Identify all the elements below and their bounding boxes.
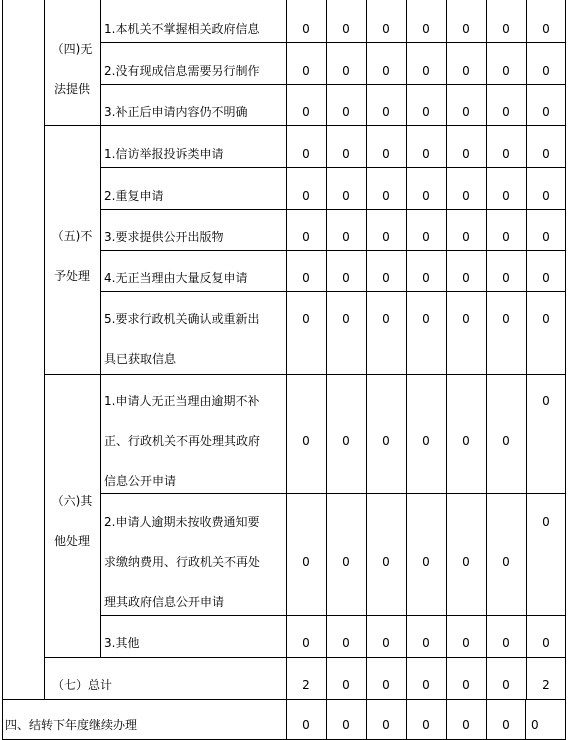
cell-value: 0 (462, 718, 470, 732)
cell-value: 0 (382, 312, 390, 326)
cell-value: 0 (422, 434, 430, 448)
cell-value: 0 (502, 555, 510, 569)
section4-label-line1: （四)无 (51, 42, 93, 56)
cell-value: 0 (422, 312, 430, 326)
cell-value: 0 (542, 515, 550, 529)
cell-value: 0 (462, 189, 470, 203)
cell-value: 0 (502, 105, 510, 119)
cell-value: 0 (342, 22, 350, 36)
cell-value: 0 (502, 678, 510, 692)
section4-label-line2: 法提供 (53, 82, 90, 96)
cell-value: 0 (502, 189, 510, 203)
row-label: 2.没有现成信息需要另行制作 (104, 64, 260, 78)
cell-value: 0 (422, 22, 430, 36)
cell-value: 0 (342, 434, 350, 448)
cell-value: 0 (342, 230, 350, 244)
cell-value: 0 (382, 271, 390, 285)
section6-label-line2: 他处理 (53, 534, 90, 548)
cell-value: 0 (302, 147, 310, 161)
cell-value: 0 (342, 718, 350, 732)
cell-value: 0 (502, 718, 510, 732)
cell-value: 0 (542, 271, 550, 285)
section5-label-line1: （五)不 (51, 229, 93, 243)
row-label: 4.无正当理由大量反复申请 (104, 271, 248, 285)
cell-value: 0 (542, 312, 550, 326)
cell-value: 0 (542, 105, 550, 119)
cell-value: 0 (502, 636, 510, 650)
cell-value: 0 (382, 230, 390, 244)
cell-value: 0 (342, 189, 350, 203)
cell-value: 0 (422, 678, 430, 692)
cell-value: 0 (502, 434, 510, 448)
cell-value: 0 (462, 271, 470, 285)
row-label: 1.本机关不掌握相关政府信息 (104, 22, 260, 36)
cell-value: 0 (382, 555, 390, 569)
cell-value: 0 (302, 718, 310, 732)
row-label: 3.其他 (104, 636, 140, 650)
cell-value: 0 (422, 718, 430, 732)
cell-value: 0 (302, 434, 310, 448)
row-label-line1: 1.申请人无正当理由逾期不补 (104, 394, 260, 408)
cell-value: 0 (531, 718, 539, 732)
cell-value: 0 (542, 230, 550, 244)
cell-value: 0 (382, 64, 390, 78)
cell-value: 0 (382, 678, 390, 692)
cell-value: 0 (342, 105, 350, 119)
cell-value: 0 (542, 394, 550, 408)
row-label-line1: 2.申请人逾期未按收费通知要 (104, 515, 260, 529)
cell-value: 0 (342, 64, 350, 78)
cell-value: 0 (422, 555, 430, 569)
row-label: 1.信访举报投诉类申请 (104, 147, 224, 161)
cell-value: 0 (422, 147, 430, 161)
row-label: 3.补正后申请内容仍不明确 (104, 105, 248, 119)
cell-value: 0 (502, 230, 510, 244)
total-label: （七）总计 (52, 678, 113, 692)
cell-value: 0 (302, 230, 310, 244)
cell-value: 0 (422, 105, 430, 119)
cell-value: 0 (542, 147, 550, 161)
cell-value: 0 (382, 718, 390, 732)
cell-value: 0 (302, 64, 310, 78)
cell-value: 0 (302, 636, 310, 650)
cell-value: 0 (542, 189, 550, 203)
cell-value: 0 (342, 555, 350, 569)
cell-value: 0 (382, 105, 390, 119)
cell-value: 0 (422, 189, 430, 203)
cell-value: 0 (502, 64, 510, 78)
cell-value: 0 (422, 636, 430, 650)
cell-value: 0 (342, 312, 350, 326)
cell-value: 0 (342, 147, 350, 161)
cell-value: 0 (502, 271, 510, 285)
cell-value: 0 (462, 636, 470, 650)
cell-value: 2 (542, 678, 550, 692)
cell-value: 0 (422, 271, 430, 285)
cell-value: 0 (502, 147, 510, 161)
cell-value: 0 (462, 64, 470, 78)
cell-value: 0 (462, 147, 470, 161)
cell-value: 0 (462, 230, 470, 244)
row-label-line2: 求缴纳费用、行政机关不再处 (104, 555, 261, 569)
cell-value: 0 (342, 678, 350, 692)
cell-value: 0 (502, 22, 510, 36)
row-label-line2: 具已获取信息 (104, 352, 177, 366)
cell-value: 0 (422, 64, 430, 78)
cell-value: 0 (382, 636, 390, 650)
cell-value: 0 (542, 636, 550, 650)
row-label-line3: 理其政府信息公开申请 (104, 595, 225, 609)
cell-value: 2 (302, 678, 310, 692)
cell-value: 0 (302, 555, 310, 569)
cell-value: 0 (462, 22, 470, 36)
cell-value: 0 (542, 22, 550, 36)
row-label-line3: 信息公开申请 (104, 474, 177, 488)
cell-value: 0 (462, 434, 470, 448)
cell-value: 0 (422, 230, 430, 244)
cell-value: 0 (302, 271, 310, 285)
cell-value: 0 (462, 555, 470, 569)
cell-value: 0 (382, 22, 390, 36)
cell-value: 0 (462, 678, 470, 692)
cell-value: 0 (382, 434, 390, 448)
row-label-line2: 正、行政机关不再处理其政府 (104, 434, 261, 448)
cell-value: 0 (302, 312, 310, 326)
cell-value: 0 (382, 189, 390, 203)
row-label-line1: 5.要求行政机关确认或重新出 (104, 312, 260, 326)
row-label: 2.重复申请 (104, 189, 164, 203)
cell-value: 0 (302, 22, 310, 36)
cell-value: 0 (462, 105, 470, 119)
cell-value: 0 (302, 105, 310, 119)
cell-value: 0 (502, 312, 510, 326)
section6-label-line1: （六)其 (51, 494, 93, 508)
cell-value: 0 (542, 64, 550, 78)
cell-value: 0 (462, 312, 470, 326)
section5-label-line2: 予处理 (53, 269, 90, 283)
cell-value: 0 (342, 636, 350, 650)
row-label: 3.要求提供公开出版物 (104, 230, 224, 244)
carryover-label: 四、结转下年度继续办理 (5, 718, 138, 732)
cell-value: 0 (302, 189, 310, 203)
cell-value: 0 (342, 271, 350, 285)
cell-value: 0 (382, 147, 390, 161)
